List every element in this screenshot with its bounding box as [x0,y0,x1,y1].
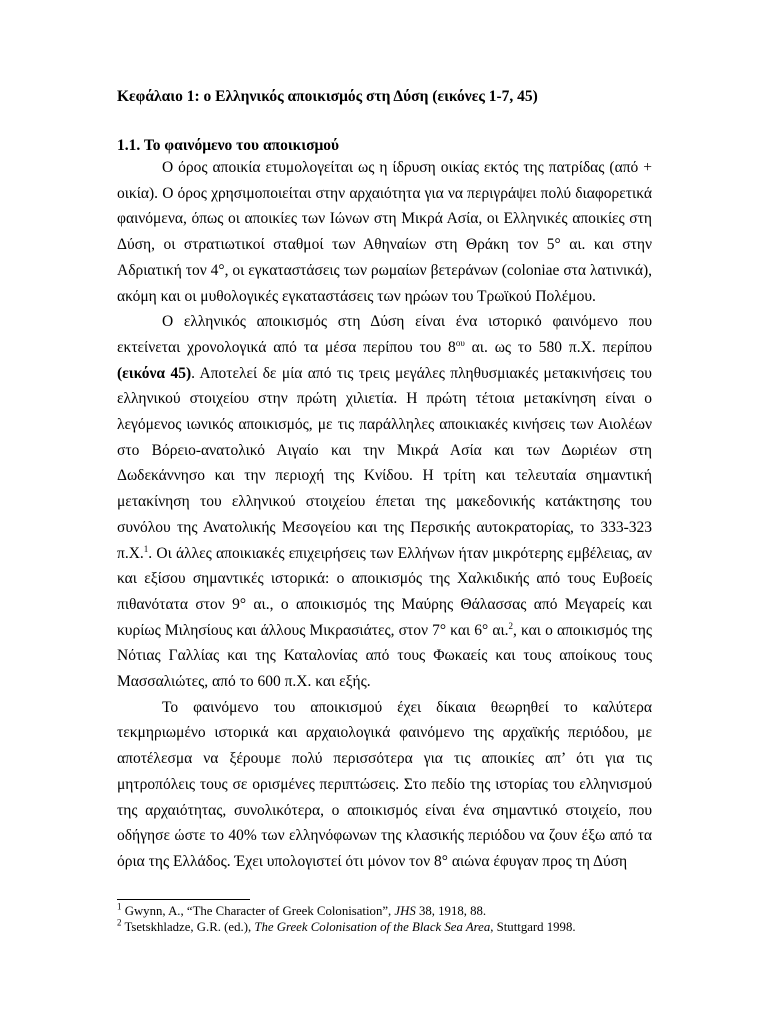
footnote-ref-1: 1 [143,543,149,554]
footnote-text-end: 38, 1918, 88. [415,904,487,918]
footnote-journal: JHS [394,904,416,918]
paragraph-3: Το φαινόμενο του αποικισμού έχει δίκαια θεωρηθεί το καλύτερα τεκμηριωμένο ιστορικά και αρχαιολογικά φαινόμενο της αρχαϊκής περιόδου, με αποτέλεσμα να ξέρουμε πολύ περισσότερα για τις αποικίες απ’ ότι για τις μητροπόλεις τους σε ορισμένες περιπτώσεις. Στο πεδίο της ιστορίας του ελληνισμού της αρχαιότητας, συνολικότερα, ο αποικισμός είναι ένα σημαντικό στοιχείο, που οδήγησε ώστε το 40% των ελληνόφωνων της κλασικής περιόδου να ζουν έξω από τα όρια της Ελλάδος. Έχει υπολογιστεί ότι μόνον τον 8° αιώνα έφυγαν προς τη Δύση [117,698,652,870]
footnote-number: 1 [117,901,122,912]
body-text [117,155,652,875]
chapter-title: Κεφάλαιο 1: ο Ελληνικός αποικισμός στη Δύση (εικόνες 1-7, 45) [117,88,538,105]
footnote-number: 2 [117,917,122,928]
footnote-book-title: The Greek Colonisation of the Black Sea Area [254,919,491,934]
figure-reference: (εικόνα 45) [117,364,192,382]
paragraph-1: Ο όρος αποικία ετυμολογείται ως η ίδρυση οικίας εκτός της πατρίδας (από + οικία). Ο όρος χρησιμοποιείται στην αρχαιότητα για να περιγράψει πολύ διαφορετικά φαινόμενα, όπως οι αποικίες των Ιώνων στη Μικρά Ασία, οι Ελληνικές αποικίες στη Δύση, οι στρατιωτικοί σταθμοί των Αθηναίων στη Θράκη τον 5° αι. και στην Αδριατική τον 4°, οι εγκαταστάσεις των ρωμαίων βετεράνων (coloniae στα λατινικά), ακόμη και οι μυθολογικές εγκαταστάσεις των ηρώων του Τρωϊκού Πολέμου. [117,159,652,305]
paragraph-2-text-b: αι. ως το 580 π.Χ. περίπου [464,338,653,356]
ordinal-superscript: ου [455,337,465,348]
footnote-text: Gwynn, A., “The Character of Greek Colonisation”, [121,904,395,918]
footnote-2 [117,917,677,936]
footnote-ref-2: 2 [508,620,513,631]
paragraph-2 [117,309,652,695]
footnote-text: Tsetskhladze, G.R. (ed.), [121,919,255,934]
paragraph-2-text-c: . Αποτελεί δε μία από τις τρεις μεγάλες πληθυσμιακές μετακινήσεις του ελληνικού στοιχείου στην πρώτη χιλιετία. Η πρώτη τέτοια μετακίνηση είναι ο λεγόμενος ιωνικός αποικισμός, με τις παράλληλες αποικιακές κινήσεις των Αιολέων στο Βόρειο-ανατολικό Αιγαίο και την Μικρά Ασία και των Δωριέων στη Δωδεκάννησο και την περιοχή της Κνίδου. Η τρίτη και τελευταία σημαντική μετακίνηση του ελληνικού στοιχείου έπεται της μακεδονικής κατάκτησης του συνόλου της Ανατολικής Μεσογείου και της Περσικής αυτοκρατορίας, το 333-323 π.Χ. [117,364,652,562]
footnote-text-end: , Stuttgard 1998. [490,919,576,934]
section-title: 1.1. Το φαινόμενο του αποικισμού [117,137,340,154]
footnote-separator [117,899,250,900]
footnote-1 [117,901,677,920]
paragraph-2-text-d: . Οι άλλες αποικιακές επιχειρήσεις των Ελλήνων ήταν μικρότερης εμβέλειας, αν και εξίσου σημαντικές ιστορικά: ο αποικισμός της Χαλκιδικής από τους Ευβοείς πιθανότατα στον 9° αι., ο αποικισμός της Μαύρης Θάλασσας από Μεγαρείς και κυρίως Μιλησίους και άλλους Μικρασιάτες, στον 7° και 6° αι. [117,544,652,639]
footnotes [117,901,677,935]
paragraph-2-text-e: , και ο αποικισμός της Νότιας Γαλλίας και της Καταλονίας από τους Φωκαείς και τους αποίκους τους Μασσαλιώτες, από το 600 π.Χ. και εξής. [117,621,652,691]
paragraph-2-text-a: Ο ελληνικός αποικισμός στη Δύση είναι ένα ιστορικό φαινόμενο που εκτείνεται χρονολογικά από τα μέσα περίπου του 8 [117,313,652,356]
